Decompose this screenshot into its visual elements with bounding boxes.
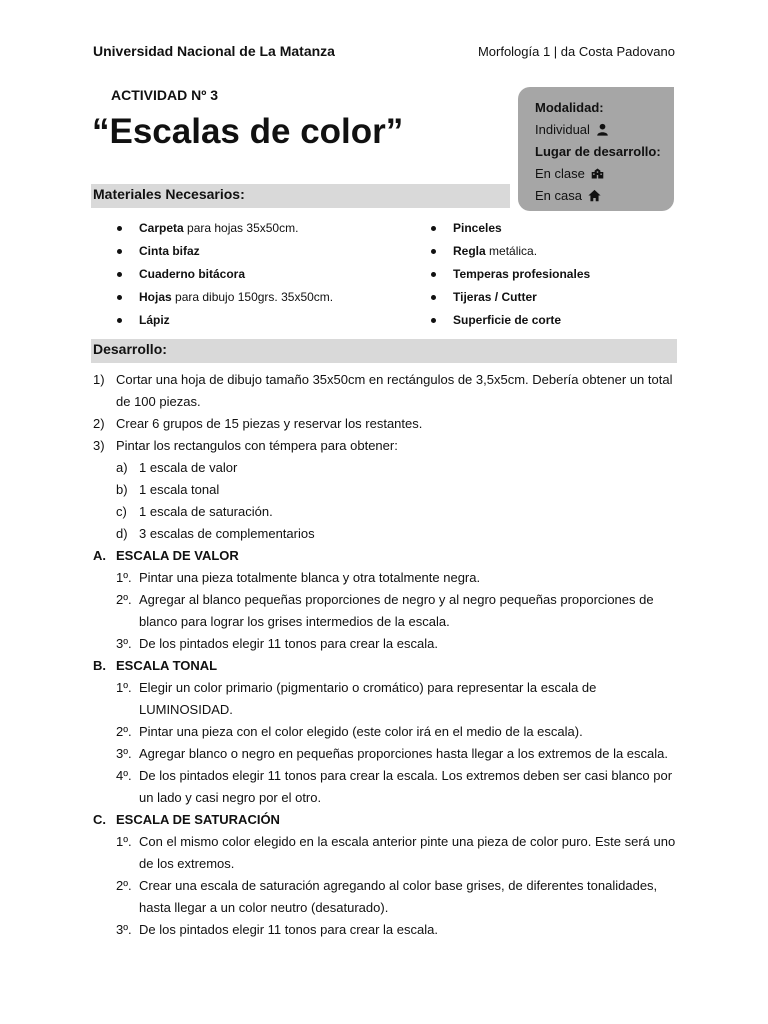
list-item [93,919,683,941]
list-text: De los pintados elegir 11 tonos para crear la escala. Los extremos deben ser casi blanco por [139,768,673,783]
list-marker: 3º. [116,746,132,761]
list-marker: C. [93,812,106,827]
list-item [93,853,683,875]
list-marker: B. [93,658,106,673]
list-text: 1 escala de valor [139,460,238,475]
list-text: Crear una escala de saturación agregando al color base grises, de diferentes tonalidades, [139,878,658,893]
list-marker: A. [93,548,106,563]
school-icon [591,167,604,180]
list-marker: b) [116,482,128,497]
list-item: Temperas profesionales [429,263,590,286]
activity-label: ACTIVIDAD Nº 3 [111,87,219,103]
lugar-en-clase: En clase [535,165,585,181]
list-item [93,589,683,611]
list-text: Pintar una pieza totalmente blanca y otra totalmente negra. [139,570,481,585]
list-text: LUMINOSIDAD. [139,702,233,717]
section-heading [93,655,683,677]
materials-list-left [115,217,333,332]
list-text: De los pintados elegir 11 tonos para crear la escala. [139,636,438,651]
list-marker: 2) [93,416,105,431]
modalidad-label: Modalidad: [535,99,604,115]
list-text: Elegir un color primario (pigmentario o cromático) para representar la escala de [139,680,597,695]
list-text: Crear 6 grupos de 15 piezas y reservar los restantes. [116,416,423,431]
list-marker: 3º. [116,922,132,937]
list-text: De los pintados elegir 11 tonos para crear la escala. [139,922,438,937]
list-item [93,435,683,457]
list-marker: 1º. [116,680,132,695]
list-text: Pintar una pieza con el color elegido (este color irá en el medio de la escala). [139,724,583,739]
lugar-en-casa: En casa [535,187,582,203]
materials-list-right [429,217,590,332]
list-item [93,699,683,721]
list-item: Cinta bifaz [115,240,333,263]
list-text: blanco para lograr los grises intermedios de la escala. [139,614,450,629]
list-text: de los extremos. [139,856,235,871]
list-marker: c) [116,504,127,519]
list-item [93,413,683,435]
list-text: Con el mismo color elegido en la escala anterior pinte una pieza de color puro. Este será uno [139,834,676,849]
list-marker: 2º. [116,878,132,893]
list-item: Lápiz [115,309,333,332]
list-marker: 4º. [116,768,132,783]
list-item [93,501,683,523]
list-item [93,765,683,787]
list-item [93,677,683,699]
list-marker: 1º. [116,570,132,585]
lugar-label: Lugar de desarrollo: [535,143,661,159]
person-icon [596,123,609,136]
university-name: Universidad Nacional de La Matanza [93,43,335,59]
list-marker: 2º. [116,592,132,607]
list-item: Tijeras / Cutter [429,286,590,309]
list-item [93,897,683,919]
list-marker: 1º. [116,834,132,849]
list-text: 1 escala tonal [139,482,220,497]
list-item [93,391,683,413]
list-item [93,831,683,853]
list-item [93,875,683,897]
section-heading [93,809,683,831]
list-marker: d) [116,526,128,541]
list-item [93,369,683,391]
list-text: un lado y casi negro por el otro. [139,790,322,805]
list-marker: 1) [93,372,105,387]
list-text: ESCALA TONAL [116,658,218,673]
list-item [93,633,683,655]
list-text: Cortar una hoja de dibujo tamaño 35x50cm en rectángulos de 3,5x5cm. Debería obtener un total [116,372,673,387]
list-item: Carpeta para hojas 35x50cm. [115,217,333,240]
list-text: 1 escala de saturación. [139,504,273,519]
modalidad-value: Individual [535,121,590,137]
list-text: Agregar blanco o negro en pequeñas proporciones hasta llegar a los extremos de la escala. [139,746,669,761]
list-item: Regla metálica. [429,240,590,263]
page-title: “Escalas de color” [92,112,404,151]
list-item [93,721,683,743]
list-item [93,523,683,545]
list-item: Pinceles [429,217,590,240]
list-item [93,743,683,765]
list-item: Cuaderno bitácora [115,263,333,286]
list-item [93,611,683,633]
house-icon [588,189,601,202]
list-marker: 2º. [116,724,132,739]
list-item [93,479,683,501]
list-text: de 100 piezas. [116,394,201,409]
list-text: hasta llegar a un color neutro (desaturado). [139,900,389,915]
list-item [93,457,683,479]
list-text: ESCALA DE VALOR [116,548,239,563]
list-text: Agregar al blanco pequeñas proporciones de negro y al negro pequeñas proporciones de [139,592,654,607]
info-box [518,87,674,211]
list-item: Superficie de corte [429,309,590,332]
list-item [93,567,683,589]
list-text: ESCALA DE SATURACIÓN [116,812,280,827]
list-marker: 3) [93,438,105,453]
development-content [93,369,683,941]
development-heading: Desarrollo: [91,339,677,363]
list-item: Hojas para dibujo 150grs. 35x50cm. [115,286,333,309]
course-name: Morfología 1 | da Costa Padovano [477,44,675,59]
list-item [93,787,683,809]
list-text: Pintar los rectangulos con témpera para obtener: [116,438,398,453]
section-heading [93,545,683,567]
list-marker: a) [116,460,128,475]
materials-heading: Materiales Necesarios: [91,184,510,208]
list-text: 3 escalas de complementarios [139,526,315,541]
list-marker: 3º. [116,636,132,651]
